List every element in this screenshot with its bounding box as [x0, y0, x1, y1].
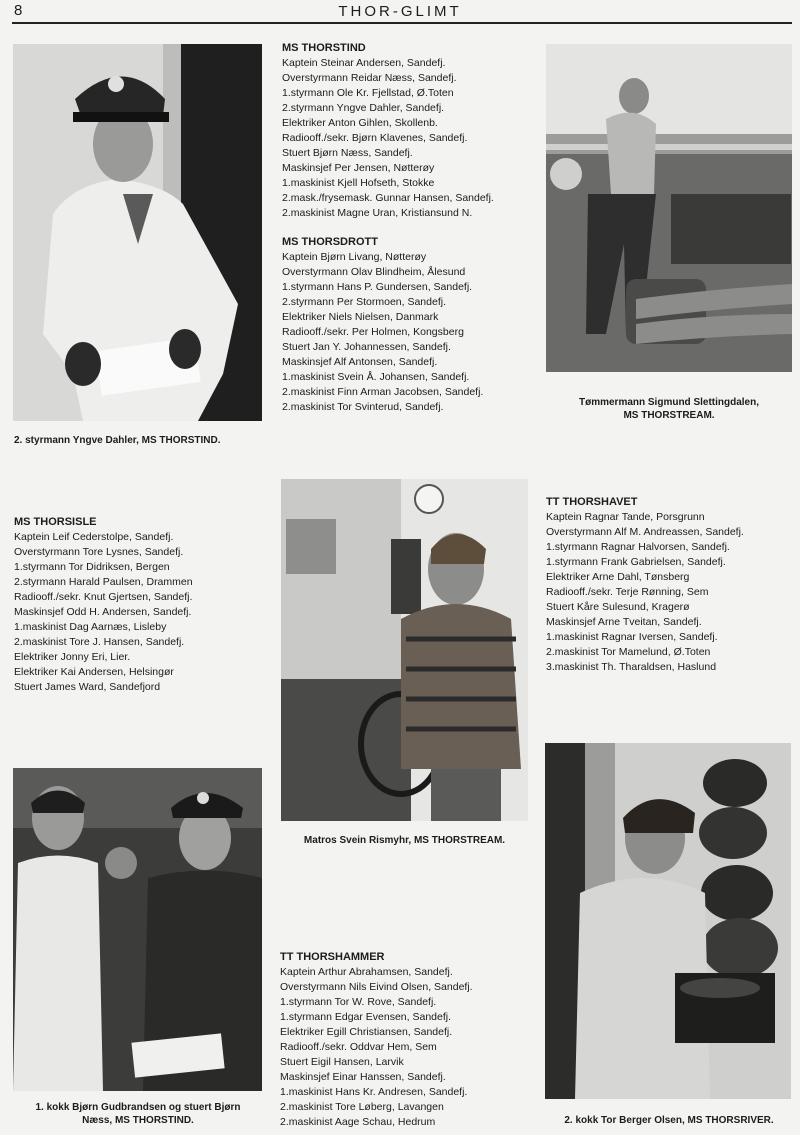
- ship-name: TT THORSHAVET: [546, 496, 638, 508]
- caption-photo2: [546, 396, 792, 422]
- crew-member: Radiooff./sekr. Per Holmen, Kongsberg: [282, 326, 464, 338]
- crew-member: Elektriker Niels Nielsen, Danmark: [282, 311, 439, 323]
- crew-member: Maskinsjef Alf Antonsen, Sandefj.: [282, 356, 438, 368]
- crew-member: 2.maskinist Finn Arman Jacobsen, Sandefj.: [282, 386, 484, 398]
- crew-member: 2.mask./frysemask. Gunnar Hansen, Sandefj.: [282, 192, 494, 204]
- magazine-title: THOR-GLIMT: [338, 3, 462, 20]
- crew-member: Radiooff./sekr. Oddvar Hem, Sem: [280, 1041, 437, 1053]
- crew-member: Overstyrmann Alf M. Andreassen, Sandefj.: [546, 526, 744, 538]
- crew-member: 1.styrmann Tor Didriksen, Bergen: [14, 561, 170, 573]
- crew-member: Maskinsjef Arne Tveitan, Sandefj.: [546, 616, 702, 628]
- crew-list-thorsisle: [14, 515, 193, 695]
- crew-member: 2.styrmann Yngve Dahler, Sandefj.: [282, 102, 445, 114]
- crew-member: 1.styrmann Edgar Evensen, Sandefj.: [280, 1011, 452, 1023]
- crew-member: Maskinsjef Per Jensen, Nøtterøy: [282, 162, 435, 174]
- crew-member: Radiooff./sekr. Terje Rønning, Sem: [546, 586, 709, 598]
- crew-list-thorsdrott: [282, 235, 483, 415]
- caption-line: Næss, MS THORSTIND.: [82, 1115, 194, 1126]
- crew-member: Maskinsjef Einar Hanssen, Sandefj.: [280, 1071, 446, 1083]
- crew-member: Elektriker Arne Dahl, Tønsberg: [546, 571, 690, 583]
- crew-member: Kaptein Bjørn Livang, Nøtterøy: [282, 251, 427, 263]
- crew-member: 1.styrmann Frank Gabrielsen, Sandefj.: [546, 556, 726, 568]
- caption-line: MS THORSTREAM.: [623, 410, 715, 421]
- crew-member: 1.styrmann Hans P. Gundersen, Sandefj.: [282, 281, 473, 293]
- crew-list-thorshammer: [280, 950, 473, 1130]
- crew-member: 1.styrmann Tor W. Rove, Sandefj.: [280, 996, 437, 1008]
- photo-tor-berger-olsen: [545, 743, 791, 1099]
- crew-member: 2.maskinist Tore Løberg, Lavangen: [280, 1101, 444, 1113]
- ship-name: MS THORSTIND: [282, 42, 366, 54]
- ship-name: MS THORSISLE: [14, 516, 97, 528]
- crew-member: 2.styrmann Harald Paulsen, Drammen: [14, 576, 193, 588]
- crew-member: Elektriker Egill Christiansen, Sandefj.: [280, 1026, 453, 1038]
- crew-member: 2.maskinist Tor Svinterud, Sandefj.: [282, 401, 444, 413]
- photo-yngve-dahler: [13, 44, 262, 421]
- crew-member: Radiooff./sekr. Knut Gjertsen, Sandefj.: [14, 591, 193, 603]
- crew-member: 1.styrmann Ragnar Halvorsen, Sandefj.: [546, 541, 730, 553]
- ship-name: TT THORSHAMMER: [280, 951, 385, 963]
- crew-member: Elektriker Kai Andersen, Helsingør: [14, 666, 174, 678]
- crew-member: Kaptein Arthur Abrahamsen, Sandefj.: [280, 966, 453, 978]
- crew-member: 2.maskinist Tore J. Hansen, Sandefj.: [14, 636, 185, 648]
- caption-line: Tømmermann Sigmund Slettingdalen,: [578, 397, 759, 408]
- header-rule: [12, 22, 792, 24]
- crew-member: Stuert Jan Y. Johannessen, Sandefj.: [282, 341, 451, 353]
- crew-member: Overstyrmann Olav Blindheim, Ålesund: [282, 266, 466, 278]
- crew-member: Kaptein Leif Cederstolpe, Sandefj.: [14, 531, 174, 543]
- caption-photo3: Matros Svein Rismyhr, MS THORSTREAM.: [303, 835, 506, 846]
- crew-member: Kaptein Steinar Andersen, Sandefj.: [282, 57, 446, 69]
- crew-member: 1.maskinist Dag Aarnæs, Lisleby: [14, 621, 167, 633]
- crew-member: Overstyrmann Reidar Næss, Sandefj.: [282, 72, 457, 84]
- crew-member: 2.styrmann Per Stormoen, Sandefj.: [282, 296, 446, 308]
- crew-member: 2.maskinist Aage Schau, Hedrum: [280, 1116, 436, 1128]
- crew-member: 1.maskinist Ragnar Iversen, Sandefj.: [546, 631, 718, 643]
- caption-photo1: 2. styrmann Yngve Dahler, MS THORSTIND.: [14, 435, 221, 446]
- caption-line: 1. kokk Bjørn Gudbrandsen og stuert Bjørn: [35, 1102, 241, 1113]
- crew-member: 3.maskinist Th. Tharaldsen, Haslund: [546, 661, 717, 673]
- photo-svein-rismyhr: [281, 479, 528, 821]
- crew-member: Elektriker Anton Gihlen, Skollenb.: [282, 117, 438, 129]
- crew-list-thorshavet: [546, 495, 744, 675]
- crew-member: Stuert Eigil Hansen, Larvik: [280, 1056, 404, 1068]
- crew-member: 2.maskinist Tor Mamelund, Ø.Toten: [546, 646, 711, 658]
- crew-member: 2.maskinist Magne Uran, Kristiansund N.: [282, 207, 473, 219]
- photo-sigmund-slettingdalen: [546, 44, 792, 372]
- crew-member: 1.maskinist Svein Å. Johansen, Sandefj.: [282, 371, 470, 383]
- crew-member: Stuert Bjørn Næss, Sandefj.: [282, 147, 413, 159]
- crew-member: Elektriker Jonny Eri, Lier.: [14, 651, 131, 663]
- crew-member: Overstyrmann Tore Lysnes, Sandefj.: [14, 546, 184, 558]
- caption-photo5: 2. kokk Tor Berger Olsen, MS THORSRIVER.: [564, 1115, 774, 1126]
- photo-gudbrandsen-naess: [13, 768, 262, 1091]
- crew-member: 1.styrmann Ole Kr. Fjellstad, Ø.Toten: [282, 87, 454, 99]
- crew-member: Maskinsjef Odd H. Andersen, Sandefj.: [14, 606, 192, 618]
- crew-member: 1.maskinist Hans Kr. Andresen, Sandefj.: [280, 1086, 468, 1098]
- page-number: 8: [14, 2, 23, 19]
- crew-member: Kaptein Ragnar Tande, Porsgrunn: [546, 511, 705, 523]
- crew-member: Radiooff./sekr. Bjørn Klavenes, Sandefj.: [282, 132, 468, 144]
- crew-member: Overstyrmann Nils Eivind Olsen, Sandefj.: [280, 981, 473, 993]
- crew-list-thorstind: [282, 41, 494, 221]
- crew-member: Stuert Kåre Sulesund, Kragerø: [546, 601, 690, 613]
- crew-member: 1.maskinist Kjell Hofseth, Stokke: [282, 177, 435, 189]
- crew-member: Stuert James Ward, Sandefjord: [14, 681, 161, 693]
- ship-name: MS THORSDROTT: [282, 236, 378, 248]
- caption-photo4: [12, 1101, 264, 1127]
